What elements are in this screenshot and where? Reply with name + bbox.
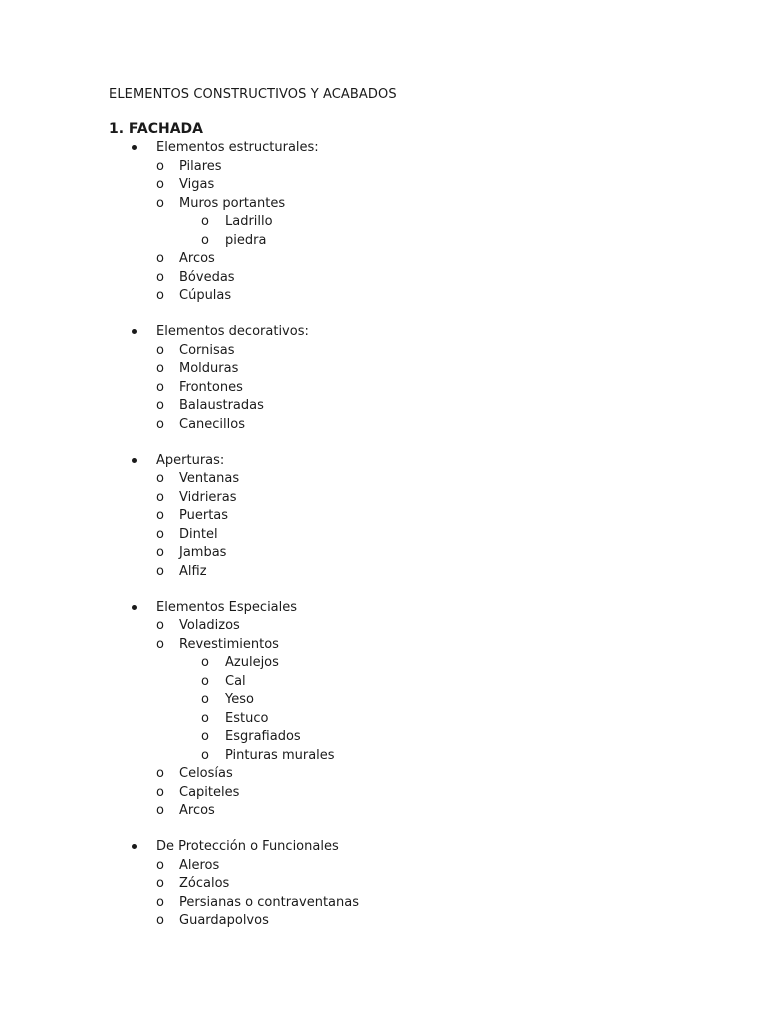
sub-item-label: Cúpulas — [179, 288, 232, 303]
bullet-marker — [132, 458, 137, 463]
sub-item-label: Bóvedas — [179, 269, 235, 285]
sub-item-label: Arcos — [179, 251, 215, 266]
sub-item-label: Balaustradas — [179, 398, 264, 413]
sub-item-label: Dintel — [179, 526, 218, 542]
sub-bullet-marker: o — [156, 508, 164, 523]
sub-bullet-marker: o — [201, 232, 209, 248]
sub-bullet-marker: o — [156, 379, 164, 395]
sub-bullet-marker: o — [156, 288, 164, 303]
sub-sub-item-label: Azulejos — [225, 655, 279, 670]
sub-bullet-marker: o — [156, 342, 164, 358]
sub-bullet-marker: o — [156, 766, 164, 781]
sub-sub-item-label: Pinturas murales — [225, 747, 335, 763]
sub-item-label: Vidrieras — [179, 489, 237, 505]
sub-bullet-marker: o — [156, 177, 164, 192]
sub-sub-item-label: Estuco — [225, 710, 269, 726]
sub-bullet-marker: o — [156, 876, 164, 891]
sub-item-label: Pilares — [179, 158, 222, 174]
bullet-marker — [132, 605, 137, 610]
bullet-marker — [132, 329, 137, 334]
sub-bullet-marker: o — [201, 673, 209, 689]
sub-bullet-marker: o — [201, 710, 209, 726]
sub-bullet-marker: o — [156, 913, 164, 928]
sub-bullet-marker: o — [156, 618, 164, 633]
sub-bullet-marker: o — [156, 545, 164, 560]
sub-item-label: Alfiz — [179, 563, 207, 579]
sub-bullet-marker: o — [156, 636, 164, 652]
sub-bullet-marker: o — [201, 214, 209, 229]
sub-bullet-marker: o — [201, 729, 209, 744]
sub-sub-item-label: Esgrafiados — [225, 729, 301, 744]
sub-item-label: Zócalos — [179, 876, 230, 891]
sub-bullet-marker: o — [201, 692, 209, 707]
sub-item-label: Vigas — [179, 177, 215, 192]
sub-sub-item-label: Ladrillo — [225, 214, 273, 229]
bullet-marker — [132, 145, 137, 150]
bullet-item-label: Aperturas: — [156, 452, 225, 468]
bullet-item-label: De Protección o Funcionales — [156, 839, 339, 854]
sub-bullet-marker: o — [156, 784, 164, 800]
sub-bullet-marker: o — [156, 158, 164, 174]
bullet-item-label: Elementos Especiales — [156, 599, 298, 615]
sub-item-label: Aleros — [179, 857, 220, 873]
bullet-item-label: Elementos estructurales: — [156, 140, 319, 155]
sub-item-label: Canecillos — [179, 416, 245, 432]
sub-bullet-marker: o — [156, 361, 164, 376]
sub-bullet-marker: o — [156, 195, 164, 211]
sub-item-label: Frontones — [179, 379, 243, 395]
sub-item-label: Muros portantes — [179, 195, 286, 211]
sub-bullet-marker: o — [156, 857, 164, 873]
sub-item-label: Persianas o contraventanas — [179, 894, 359, 910]
sub-item-label: Voladizos — [179, 618, 240, 633]
sub-item-label: Capiteles — [179, 784, 240, 800]
sub-item-label: Puertas — [179, 508, 229, 523]
sub-item-label: Celosías — [179, 766, 233, 781]
bullet-item-label: Elementos decorativos: — [156, 324, 309, 339]
sub-bullet-marker: o — [201, 747, 209, 763]
sub-item-label: Guardapolvos — [179, 913, 269, 928]
sub-item-label: Arcos — [179, 803, 215, 818]
sub-bullet-marker: o — [156, 526, 164, 542]
sub-sub-item-label: piedra — [225, 232, 267, 248]
sub-item-label: Molduras — [179, 361, 239, 376]
sub-bullet-marker: o — [156, 894, 164, 910]
section-heading: 1. FACHADA — [109, 121, 204, 137]
document-title: ELEMENTOS CONSTRUCTIVOS Y ACABADOS — [109, 87, 397, 102]
sub-item-label: Cornisas — [179, 342, 235, 358]
sub-bullet-marker: o — [156, 251, 164, 266]
sub-bullet-marker: o — [156, 563, 164, 579]
sub-bullet-marker: o — [156, 269, 164, 285]
sub-bullet-marker: o — [201, 655, 209, 670]
bullet-marker — [132, 844, 137, 849]
sub-bullet-marker: o — [156, 416, 164, 432]
sub-item-label: Ventanas — [179, 471, 240, 486]
sub-item-label: Revestimientos — [179, 636, 279, 652]
sub-bullet-marker: o — [156, 471, 164, 486]
sub-bullet-marker: o — [156, 398, 164, 413]
sub-sub-item-label: Yeso — [225, 692, 254, 707]
sub-bullet-marker: o — [156, 803, 164, 818]
sub-sub-item-label: Cal — [225, 673, 246, 689]
sub-bullet-marker: o — [156, 489, 164, 505]
sub-item-label: Jambas — [179, 545, 227, 560]
